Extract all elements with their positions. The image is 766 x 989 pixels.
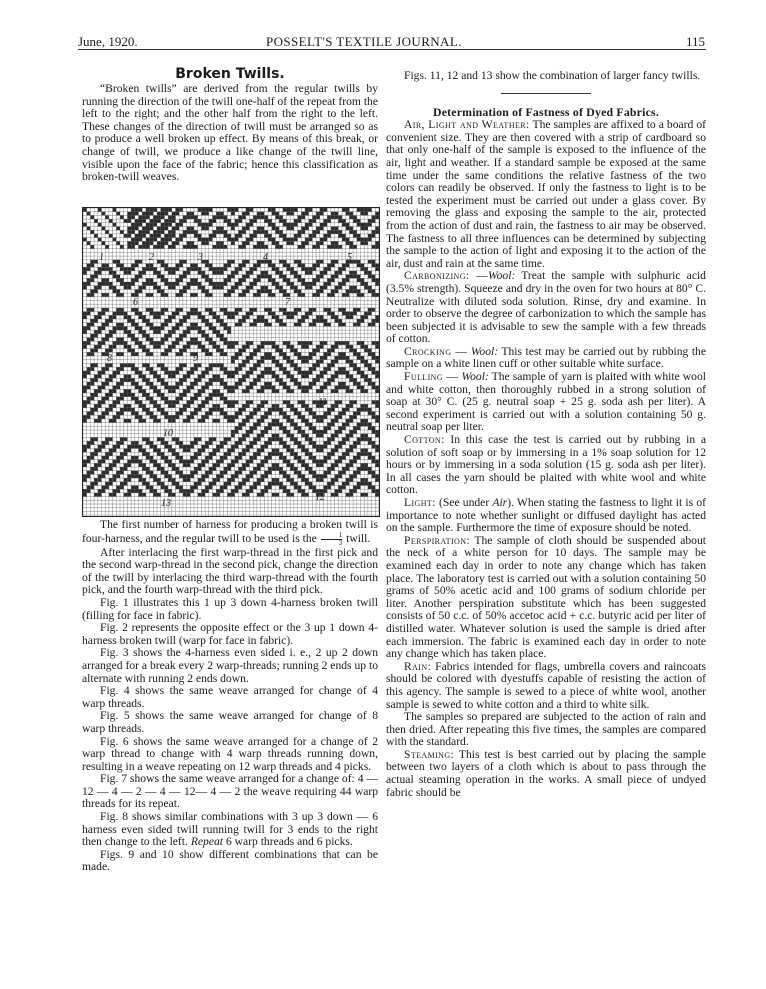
paragraph-fig2: Fig. 2 represents the opposite effect or the 3 up 1 down 4-harness broken twill (warp for face in fabric). bbox=[82, 621, 378, 647]
fig-label-6: 6 bbox=[133, 297, 138, 308]
paragraph-fig5: Fig. 5 shows the same weave arranged for change of 8 warp threads. bbox=[82, 709, 378, 735]
section-cotton: Cotton: In this case the test is carried out by rubbing in a solution of soft soap or by immersing in a 1% soap solution for 12 hours or by immersing in a soda solution (15 g. soda ash per liter). In all cases the yarn should be plaited with white wool and white cotton. bbox=[386, 433, 706, 497]
paragraph-fig8: Fig. 8 shows similar combinations with 3 up 3 down — 6 harness even sided twill running twill for 3 ends to the right then change to the left. Repeat 6 warp threads and 6 picks. bbox=[82, 810, 378, 849]
paragraph-fig9-10: Figs. 9 and 10 show different combinations that can be made. bbox=[82, 847, 378, 874]
weave-point-paper bbox=[83, 208, 379, 516]
paragraph-fig1: Fig. 1 illustrates this 1 up 3 down 4-harness broken twill (filling for face in fabric). bbox=[82, 595, 378, 622]
right-column bbox=[386, 70, 706, 799]
left-column-intro bbox=[82, 66, 378, 184]
page-number: 115 bbox=[685, 34, 705, 49]
section-carbonizing: Carbonizing: —Wool: Treat the sample with sulphuric acid (3.5% strength). Squeeze and dry in the oven for two hours at 80° C. Neutralize with diluted soda solution. Rinse, dry and examine. In order to observe the degree of carbonization to which the sample has been subjected it is advisable to sew the sample with a few threads of cotton. bbox=[386, 269, 706, 346]
fig-label-1: 1 bbox=[99, 252, 104, 263]
running-header bbox=[78, 28, 705, 49]
section-crocking: Crocking — Wool: This test may be carried out by rubbing the sample on a white linen cuff or other suitable white surface. bbox=[386, 344, 706, 371]
section-light: Light: (See under Air). When stating the fastness to light it is of importance to note whether sunlight or diffused daylight has acted on the sample. Furthermore the time of exposure should be noted. bbox=[386, 496, 706, 535]
fig-label-12: 12 bbox=[315, 492, 325, 503]
fig-label-13: 13 bbox=[161, 498, 171, 509]
section-air-light-weather: Air, Light and Weather: The samples are affixed to a board of convenient size. They are then covered with a strip of cardboard so that only one-half of the sample is exposed to the influence of the air, light and weather. If a standard sample be exposed at the same time under the same conditions the relative fastness of the two colors can readily be observed. If only the fastness to light is to be tested the experiment must be carried out under a glass cover. By removing the glass and exposing the sample to the air, protected from the action of dust and rain, the fastness to air may be observed. The fastness to all three influences can be determined by subjecting the sample to the action of light and exposing it to the action of the air, dust and rain at the same time. bbox=[386, 118, 706, 270]
section-fulling: Fulling — Wool: The sample of yarn is plaited with white wool and white cotton, then thoroughly rubbed in a strong solution of soap at 30° C. (25 g. neutral soap + 25 g. soda ash per liter). A second experiment is carried out with a solution containing 50 g. neutral soap per liter. bbox=[386, 370, 706, 434]
paragraph-fig7: Fig. 7 shows the same weave arranged for a change of: 4 — 12 — 4 — 2 — 4 — 12— 4 — 2 the weave requiring 44 warp threads for its repeat. bbox=[82, 772, 378, 811]
intro-paragraph: “Broken twills” are derived from the regular twills by running the direction of the twill one-half of the repeat from the left to the right; and the other half from the right to the left. These changes of the direction of twill must be arranged so as to produce a well broken up effect. By means of this break, or change of twill, we produce a like change of the twill line, visible upon the face of the fabric; hence this classification as broken-twill weaves. bbox=[82, 82, 378, 184]
fig-label-10: 10 bbox=[163, 428, 173, 439]
fraction-one-third: $\frac{1}{3}$ bbox=[321, 532, 343, 547]
section-steaming: Steaming: This test is best carried out by placing the sample between two layers of a cloth which is about to pass through the actual steaming operation in the works. A small piece of undyed fabric should be bbox=[386, 747, 706, 799]
weave-diagram-figure bbox=[82, 207, 380, 517]
section-divider bbox=[501, 93, 591, 94]
paragraph-fig6: Fig. 6 shows the same weave arranged for a change of 2 warp thread to change with 4 warp threads running down, resulting in a weave repeating on 12 warp threads and 4 picks. bbox=[82, 734, 378, 773]
fig-label-5: 5 bbox=[347, 252, 352, 263]
section-rain: Rain: Fabrics intended for flags, umbrella covers and raincoats should be colored with dyestuffs capable of resisting the action of this agency. The sample is sewed to a piece of white wool, another sample is sewed to white cotton and a third to white silk. bbox=[386, 659, 706, 711]
header-rule bbox=[78, 49, 706, 50]
fig-label-3: 3 bbox=[198, 252, 203, 263]
paragraph-fig4: Fig. 4 shows the same weave arranged for change of 4 warp threads. bbox=[82, 684, 378, 710]
section-rain-continued: The samples so prepared are subjected to the action of rain and then dried. After repeating this five times, the samples are compared with the standard. bbox=[386, 710, 706, 749]
fig-label-9: 9 bbox=[193, 353, 198, 364]
fig-label-4: 4 bbox=[263, 252, 268, 263]
issue-date: June, 1920. bbox=[78, 34, 138, 49]
fig-label-7: 7 bbox=[285, 297, 290, 308]
paragraph-fig3: Fig. 3 shows the 4-harness even sided i. e., 2 up 2 down arranged for a break every 2 warp-threads; running 2 ends up to alternate with running 2 ends down. bbox=[82, 646, 378, 685]
article-title: Broken Twills. bbox=[175, 66, 285, 82]
paragraph-interlacing: After interlacing the first warp-thread in the first pick and the second warp-thread in the second pick, change the direction of the twill by interlacing the third warp-thread with the fourth pick, and the fourth warp-thread with the third pick. bbox=[82, 545, 378, 597]
fig-label-2: 2 bbox=[149, 252, 154, 263]
fig-label-8: 8 bbox=[107, 353, 112, 364]
section-title: Determination of Fastness of Dyed Fabrics. bbox=[433, 104, 659, 119]
paragraph-figs-11-13: Figs. 11, 12 and 13 show the combination of larger fancy twills. bbox=[404, 69, 701, 82]
left-column-body bbox=[82, 519, 378, 874]
journal-title: POSSELT'S TEXTILE JOURNAL. bbox=[266, 34, 462, 49]
section-perspiration: Perspiration: The sample of cloth should be suspended about the neck of a white person for 10 days. The sample may be examined each day in order to note any change which has taken place. The laboratory test is carried out with a solution containing 50 grams of 50% acetic acid and 100 grams of sodium chloride per liter. Another perspiration substitute which has been suggested consists of 50 c.c. of 50% accetoc acid + c.c. butyric acid per liter of distilled water. Whatever solution is used the sample is dried after each immersion. The fabric is examined each day in order to note any change which has taken place. bbox=[386, 533, 706, 661]
fig-label-11: 11 bbox=[318, 397, 328, 408]
paragraph-harness: The first number of harness for producing a broken twill is four-harness, and the regular twill to be used is the $\frac{1}{3}$ twill. bbox=[82, 518, 378, 547]
